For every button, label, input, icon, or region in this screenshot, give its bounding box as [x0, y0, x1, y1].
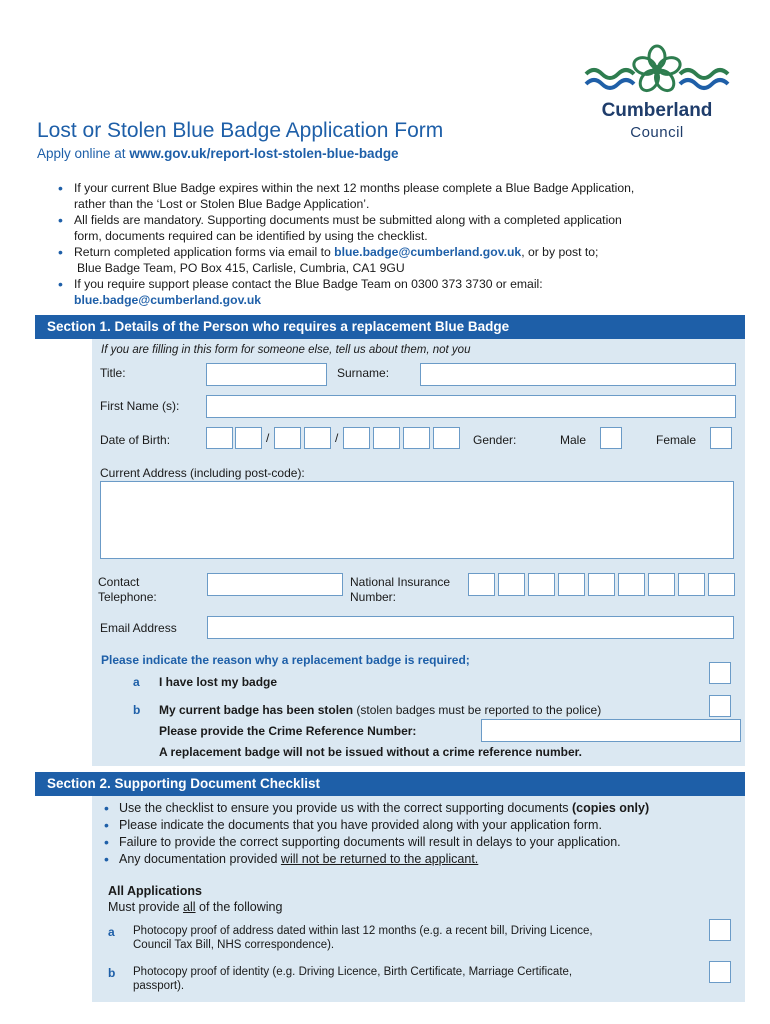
intro-list: [56, 180, 746, 308]
page-title: Lost or Stolen Blue Badge Application Form: [37, 119, 444, 142]
logo-name: Cumberland: [601, 100, 713, 121]
item-b-line2: passport).: [133, 980, 185, 992]
page-subtitle: [37, 146, 399, 161]
email-label: Email Address: [100, 621, 177, 635]
female-checkbox[interactable]: [710, 427, 732, 449]
s2-b3-text: Failure to provide the correct supporting documents will result in delays to your application.: [119, 835, 621, 849]
option-b-bold: My current badge has been stolen: [159, 703, 354, 717]
list-item: [56, 212, 746, 244]
intro-b1-line2: rather than the ‘Lost or Stolen Blue Badge Application’.: [74, 197, 370, 211]
address-label: Current Address (including post-code):: [100, 466, 305, 480]
crime-ref-input[interactable]: [481, 719, 741, 742]
dob-year-2[interactable]: [373, 427, 400, 449]
s2-b4-underline: will not be returned to the applicant.: [280, 852, 479, 866]
lost-badge-checkbox[interactable]: [709, 662, 731, 684]
crime-ref-note: A replacement badge will not be issued without a crime reference number.: [159, 745, 582, 759]
ni-char-7[interactable]: [648, 573, 675, 596]
council-logo: [582, 44, 732, 144]
ni-label: [350, 575, 450, 605]
list-item: [56, 180, 746, 212]
item-b-letter: b: [108, 966, 116, 980]
flower-wave-icon: [582, 44, 732, 100]
male-label: Male: [560, 433, 587, 447]
ni-char-2[interactable]: [498, 573, 525, 596]
intro-b3-suffix: , or by post to;: [521, 245, 599, 259]
telephone-input[interactable]: [207, 573, 343, 596]
email-link[interactable]: blue.badge@cumberland.gov.uk: [334, 245, 522, 259]
female-label: Female: [656, 433, 697, 447]
list-item: [102, 834, 732, 851]
item-a-letter: a: [108, 925, 115, 939]
proof-address-checkbox[interactable]: [709, 919, 731, 941]
intro-b2-line2: form, documents required can be identified by using the checklist.: [74, 229, 428, 243]
option-b-letter: b: [133, 703, 141, 717]
ni-char-9[interactable]: [708, 573, 735, 596]
intro-b3-prefix: Return completed application forms via email to: [74, 245, 335, 259]
dob-month-1[interactable]: [274, 427, 301, 449]
dob-year-4[interactable]: [433, 427, 460, 449]
list-item: [102, 800, 732, 817]
ni-label-line2: Number:: [350, 590, 397, 604]
subtitle-prefix: Apply online at: [37, 146, 130, 161]
must-provide-text: [108, 900, 282, 914]
list-item: [56, 276, 746, 308]
ni-char-3[interactable]: [528, 573, 555, 596]
item-b-text: [133, 965, 572, 993]
title-label: Title:: [100, 366, 126, 380]
intro-b2-line1: All fields are mandatory. Supporting documents must be submitted along with a completed application: [74, 213, 622, 227]
male-checkbox[interactable]: [600, 427, 622, 449]
dob-year-3[interactable]: [403, 427, 430, 449]
section2-heading: Section 2. Supporting Document Checklist: [35, 772, 745, 796]
reason-prompt: Please indicate the reason why a replacement badge is required;: [101, 653, 470, 667]
postal-address: Blue Badge Team, PO Box 415, Carlisle, Cumbria, CA1 9GU: [77, 261, 405, 275]
item-b-line1: Photocopy proof of identity (e.g. Driving Licence, Birth Certificate, Marriage Certificate,: [133, 966, 573, 978]
checklist-instructions: [102, 800, 732, 868]
support-email-link[interactable]: blue.badge@cumberland.gov.uk: [74, 293, 262, 307]
firstname-input[interactable]: [206, 395, 736, 418]
dob-separator: /: [266, 431, 270, 445]
dob-day-2[interactable]: [235, 427, 262, 449]
must-prefix: Must provide: [108, 900, 184, 914]
all-applications-heading: All Applications: [108, 884, 202, 898]
contact-label-line2: Telephone:: [98, 590, 157, 604]
surname-label: Surname:: [337, 366, 390, 380]
s2-b2-text: Please indicate the documents that you have provided along with your application form.: [119, 818, 602, 832]
address-textarea[interactable]: [100, 481, 734, 559]
dob-month-2[interactable]: [304, 427, 331, 449]
ni-char-4[interactable]: [558, 573, 585, 596]
contact-label: [98, 575, 157, 605]
email-input[interactable]: [207, 616, 734, 639]
must-suffix: of the following: [195, 900, 283, 914]
list-item: [56, 244, 746, 276]
item-a-line2: Council Tax Bill, NHS correspondence).: [133, 939, 335, 951]
section1-note: If you are filling in this form for someone else, tell us about them, not you: [101, 344, 471, 356]
section1-heading: Section 1. Details of the Person who requires a replacement Blue Badge: [35, 315, 745, 339]
option-b-rest: (stolen badges must be reported to the police): [353, 703, 602, 717]
dob-day-1[interactable]: [206, 427, 233, 449]
dob-label: Date of Birth:: [100, 433, 171, 447]
gender-label: Gender:: [473, 433, 517, 447]
intro-b4-line1: If you require support please contact the Blue Badge Team on 0300 373 3730 or email:: [74, 277, 543, 291]
s2-b4-text: Any documentation provided: [119, 852, 281, 866]
firstname-label: First Name (s):: [100, 399, 180, 413]
dob-year-1[interactable]: [343, 427, 370, 449]
proof-identity-checkbox[interactable]: [709, 961, 731, 983]
ni-label-line1: National Insurance: [350, 575, 451, 589]
option-a-letter: a: [133, 675, 140, 689]
s2-b1-text: Use the checklist to ensure you provide us with the correct supporting documents: [119, 801, 573, 815]
intro-b1-line1: If your current Blue Badge expires within the next 12 months please complete a Blue Badge Application,: [74, 181, 635, 195]
ni-char-1[interactable]: [468, 573, 495, 596]
dob-separator: /: [335, 431, 339, 445]
s2-b1-bold: (copies only): [572, 801, 650, 815]
ni-char-8[interactable]: [678, 573, 705, 596]
list-item: [102, 851, 732, 868]
stolen-badge-checkbox[interactable]: [709, 695, 731, 717]
ni-char-5[interactable]: [588, 573, 615, 596]
item-a-line1: Photocopy proof of address dated within last 12 months (e.g. a recent bill, Driving Licence,: [133, 925, 593, 937]
option-b-text: [159, 703, 601, 717]
item-a-text: [133, 924, 593, 952]
crime-ref-label: Please provide the Crime Reference Number:: [159, 724, 417, 738]
list-item: [102, 817, 732, 834]
title-input[interactable]: [206, 363, 327, 386]
ni-char-6[interactable]: [618, 573, 645, 596]
logo-subtitle: Council: [630, 124, 684, 141]
surname-input[interactable]: [420, 363, 736, 386]
option-a-text: I have lost my badge: [159, 675, 278, 689]
apply-online-link[interactable]: www.gov.uk/report-lost-stolen-blue-badge: [129, 146, 399, 161]
contact-label-line1: Contact: [98, 575, 140, 589]
must-all: all: [183, 900, 196, 914]
